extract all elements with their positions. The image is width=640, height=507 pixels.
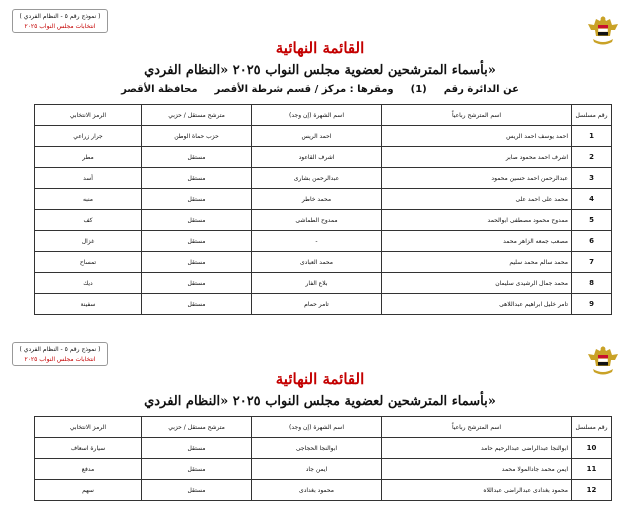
table-row [35, 294, 612, 315]
nickname-cell: - [252, 231, 382, 252]
type-cell: مستقل [142, 294, 252, 315]
symbol-cell: سيارة اسعاف [35, 438, 142, 459]
symbol-cell: تمساح [35, 252, 142, 273]
header-type: مترشح مستقل / حزبي [142, 105, 252, 126]
type-cell: مستقل [142, 438, 252, 459]
nickname-cell: ايمن جاد [252, 459, 382, 480]
candidates-list-title: بأسماء المترشحين لعضوية مجلس النواب ٢٠٢٥ «النظام الفردي» [144, 394, 496, 409]
header-name: اسم المترشح رباعياً [382, 105, 572, 126]
name-cell: ممدوح محمود مصطفى ابوالحمد [382, 210, 572, 231]
table-header-row [35, 105, 612, 126]
header-symbol: الرمز الانتخابي [35, 105, 142, 126]
serial-cell: 11 [572, 459, 612, 480]
name-cell: تامر خليل ابراهيم عبداللاهى [382, 294, 572, 315]
symbol-cell: كف [35, 210, 142, 231]
serial-cell: 6 [572, 231, 612, 252]
district-number: (1) [410, 84, 427, 95]
nickname-cell: احمد الريس [252, 126, 382, 147]
name-cell: محمد سالم محمد سليم [382, 252, 572, 273]
table-row [35, 168, 612, 189]
candidates-list-page-2 [0, 340, 640, 507]
final-list-title: القائمة النهائية [275, 370, 365, 388]
symbol-cell: مطر [35, 147, 142, 168]
type-cell: مستقل [142, 168, 252, 189]
nickname-cell: ممدوح الطماشى [252, 210, 382, 231]
name-cell: عبدالرحمن احمد حسين محمود [382, 168, 572, 189]
serial-cell: 9 [572, 294, 612, 315]
serial-cell: 1 [572, 126, 612, 147]
district-governorate: محافظة الأقصر [121, 84, 198, 95]
name-cell: محمد على احمد على [382, 189, 572, 210]
serial-cell: 3 [572, 168, 612, 189]
serial-cell: 12 [572, 480, 612, 501]
district-hq: ومقرها : مركز / قسم شرطة الأقصر [214, 84, 394, 95]
form-number-box [12, 9, 108, 33]
final-list-title: القائمة النهائية [275, 39, 365, 57]
table-row [35, 480, 612, 501]
table-row [35, 189, 612, 210]
nickname-cell: محمود بغدادى [252, 480, 382, 501]
header-nickname: اسم الشهرة (إن وجد) [252, 417, 382, 438]
nickname-cell: تامر حمام [252, 294, 382, 315]
symbol-cell: سفينة [35, 294, 142, 315]
serial-cell: 8 [572, 273, 612, 294]
header-symbol: الرمز الانتخابي [35, 417, 142, 438]
serial-cell: 7 [572, 252, 612, 273]
serial-cell: 5 [572, 210, 612, 231]
table-row [35, 210, 612, 231]
header-type: مترشح مستقل / حزبي [142, 417, 252, 438]
symbol-cell: ديك [35, 273, 142, 294]
name-cell: ابوالنجا عبدالراضى عبدالرحيم حامد [382, 438, 572, 459]
type-cell: مستقل [142, 210, 252, 231]
form-number-box [12, 342, 108, 366]
type-cell: مستقل [142, 252, 252, 273]
type-cell: مستقل [142, 231, 252, 252]
name-cell: اشرف احمد محمود صابر [382, 147, 572, 168]
table-row [35, 438, 612, 459]
type-cell: مستقل [142, 459, 252, 480]
symbol-cell: مدفع [35, 459, 142, 480]
name-cell: مصعب جمعه الزاهر محمد [382, 231, 572, 252]
candidates-list-title: بأسماء المترشحين لعضوية مجلس النواب ٢٠٢٥ «النظام الفردي» [144, 63, 496, 78]
symbol-cell: جرار زراعي [35, 126, 142, 147]
district-info [0, 84, 640, 95]
type-cell: مستقل [142, 147, 252, 168]
table-row [35, 231, 612, 252]
name-cell: احمد يوسف احمد الريس [382, 126, 572, 147]
form-number-label: ( نموذج رقم ٥ - النظام الفردي ) [19, 346, 101, 353]
nickname-cell: بلاع الفار [252, 273, 382, 294]
type-cell: مستقل [142, 480, 252, 501]
symbol-cell: غزال [35, 231, 142, 252]
table-header-row [35, 417, 612, 438]
type-cell: مستقل [142, 273, 252, 294]
election-label: انتخابات مجلس النواب ٢٠٢٥ [24, 23, 96, 30]
table-row [35, 273, 612, 294]
candidates-table [34, 416, 612, 501]
serial-cell: 2 [572, 147, 612, 168]
serial-cell: 10 [572, 438, 612, 459]
nickname-cell: ابوالنجا الحجاجى [252, 438, 382, 459]
form-number-label: ( نموذج رقم ٥ - النظام الفردي ) [19, 13, 101, 20]
table-row [35, 126, 612, 147]
district-label: عن الدائرة رقم [443, 84, 519, 95]
symbol-cell: أسد [35, 168, 142, 189]
serial-cell: 4 [572, 189, 612, 210]
symbol-cell: منبه [35, 189, 142, 210]
name-cell: ايمن محمد جادالمولا محمد [382, 459, 572, 480]
type-cell: حزب حماة الوطن [142, 126, 252, 147]
table-row [35, 147, 612, 168]
election-label: انتخابات مجلس النواب ٢٠٢٥ [24, 356, 96, 363]
nickname-cell: عبدالرحمن بشارى [252, 168, 382, 189]
table-row [35, 252, 612, 273]
name-cell: محمود بغدادى عبدالراضى عبداللاه [382, 480, 572, 501]
nickname-cell: محمد خاطر [252, 189, 382, 210]
type-cell: مستقل [142, 189, 252, 210]
header-serial: رقم مسلسل [572, 417, 612, 438]
nickname-cell: اشرف القاعود [252, 147, 382, 168]
name-cell: محمد جمال الرشيدى سليمان [382, 273, 572, 294]
candidates-table [34, 104, 612, 315]
symbol-cell: سهم [35, 480, 142, 501]
header-serial: رقم مسلسل [572, 105, 612, 126]
nickname-cell: محمد العبادى [252, 252, 382, 273]
table-row [35, 459, 612, 480]
header-name: اسم المترشح رباعياً [382, 417, 572, 438]
header-nickname: اسم الشهرة (إن وجد) [252, 105, 382, 126]
